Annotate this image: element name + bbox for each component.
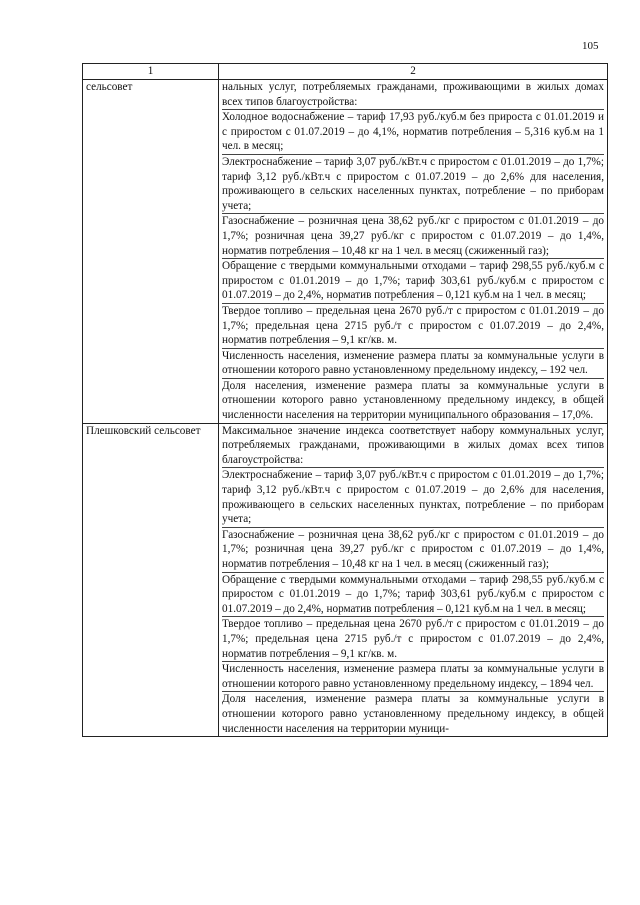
description-segment: Холодное водоснабжение – тариф 17,93 руб./куб.м без прироста с 01.01.2019 и с приростом с 01.07.2019 – до 4,1%, норматив потребления – 5,316 куб.м на 1 чел. в месяц; <box>222 110 604 155</box>
tariff-table <box>82 63 608 737</box>
description-segment: Твердое топливо – предельная цена 2670 руб./т с приростом с 01.01.2019 – до 1,7%; предельная цена 2715 руб./т с приростом с 01.07.2019 – до 2,4%, норматив потребления – 9,1 кг/кв. м. <box>222 617 604 662</box>
table-row <box>83 423 608 736</box>
district-cell: сельсовет <box>83 80 219 424</box>
description-segment: Максимальное значение индекса соответствует набору коммунальных услуг, потребляемых гражданами, проживающими в жилых домах всех типов благоустройства: <box>222 424 604 469</box>
page-number: 105 <box>582 40 599 52</box>
column-header-2: 2 <box>219 64 608 80</box>
table-header-row <box>83 64 608 80</box>
description-segment: Электроснабжение – тариф 3,07 руб./кВт.ч с приростом с 01.01.2019 – до 1,7%; тариф 3,12 руб./кВт.ч с приростом с 01.07.2019 – до 2,6% для населения, проживающего в сельских населенных пунктах, потребление – по приборам учета; <box>222 155 604 214</box>
description-segment: Обращение с твердыми коммунальными отходами – тариф 298,55 руб./куб.м с приростом с 01.01.2019 – до 1,7%; тариф 303,61 руб./куб.м с приростом с 01.07.2019 – до 2,4%, норматив потребления – 0,121 куб.м на 1 чел. в месяц; <box>222 259 604 304</box>
description-segment: Численность населения, изменение размера платы за коммунальные услуги в отношении которого равно установленному предельному индексу, – 192 чел. <box>222 349 604 379</box>
description-segment: Доля населения, изменение размера платы за коммунальные услуги в отношении которого равно установленному предельному индексу, в общей численности населения на территории муниципального образования – 17,0%. <box>222 379 604 422</box>
column-header-1: 1 <box>83 64 219 80</box>
description-segment: Численность населения, изменение размера платы за коммунальные услуги в отношении которого равно установленному предельному индексу, – 1894 чел. <box>222 662 604 692</box>
description-segment: нальных услуг, потребляемых гражданами, проживающими в жилых домах всех типов благоустройства: <box>222 80 604 110</box>
description-segment: Газоснабжение – розничная цена 38,62 руб./кг с приростом с 01.01.2019 – до 1,7%; розничная цена 39,27 руб./кг с приростом с 01.07.2019 – до 1,4%, норматив потребления – 10,48 кг на 1 чел. в месяц (сжиженный газ); <box>222 528 604 573</box>
description-segment: Газоснабжение – розничная цена 38,62 руб./кг с приростом с 01.01.2019 – до 1,7%; розничная цена 39,27 руб./кг с приростом с 01.07.2019 – до 1,4%, норматив потребления – 10,48 кг на 1 чел. в месяц (сжиженный газ); <box>222 214 604 259</box>
district-cell: Плешковский сельсовет <box>83 423 219 736</box>
description-segment: Доля населения, изменение размера платы за коммунальные услуги в отношении которого равно установленному предельному индексу, в общей численности населения на территории муници- <box>222 693 604 735</box>
description-segment: Твердое топливо – предельная цена 2670 руб./т с приростом с 01.01.2019 – до 1,7%; предельная цена 2715 руб./т с приростом с 01.07.2019 – до 2,4%, норматив потребления – 9,1 кг/кв. м. <box>222 304 604 349</box>
description-cell <box>219 423 608 736</box>
table-row <box>83 80 608 424</box>
description-segment: Электроснабжение – тариф 3,07 руб./кВт.ч с приростом с 01.01.2019 – до 1,7%; тариф 3,12 руб./кВт.ч с приростом с 01.07.2019 – до 2,6% для населения, проживающего в сельских населенных пунктах, потребление – по приборам учета; <box>222 468 604 527</box>
description-segment: Обращение с твердыми коммунальными отходами – тариф 298,55 руб./куб.м с приростом с 01.01.2019 – до 1,7%; тариф 303,61 руб./куб.м с приростом с 01.07.2019 – до 2,4%, норматив потребления – 0,121 куб.м на 1 чел. в месяц; <box>222 573 604 618</box>
description-cell <box>219 80 608 424</box>
